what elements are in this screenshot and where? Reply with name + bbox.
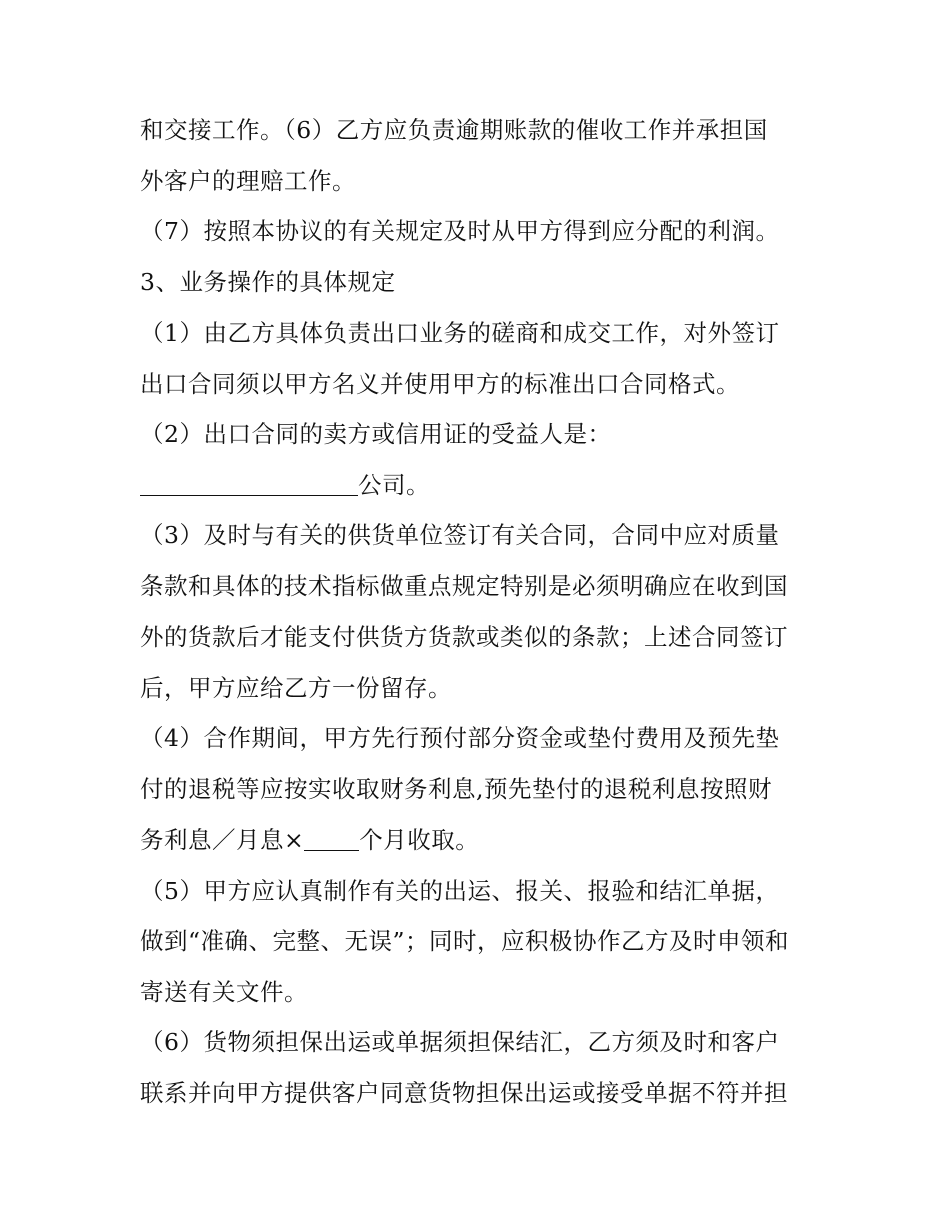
interest-suffix: 个月收取。 (359, 826, 480, 854)
text-line-8 (140, 465, 830, 505)
company-name-blank (140, 469, 358, 496)
text-line-13: （4）合作期间，甲方先行预付部分资金或垫付费用及预先垫 (140, 724, 780, 752)
months-blank (304, 824, 359, 851)
text-line-2: 外客户的理赔工作。 (140, 167, 356, 195)
interest-prefix: 务利息／月息× (140, 826, 305, 854)
text-line-15 (140, 820, 830, 860)
text-line-9: （3）及时与有关的供货单位签订有关合同，合同中应对质量 (140, 521, 780, 549)
text-line-16: （5）甲方应认真制作有关的出运、报关、报验和结汇单据， (140, 877, 780, 905)
text-line-11: 外的货款后才能支付供货方货款或类似的条款；上述合同签订 (140, 623, 788, 651)
text-line-7: （2）出口合同的卖方或信用证的受益人是： (140, 420, 612, 448)
text-line-20: 联系并向甲方提供客户同意货物担保出运或接受单据不符并担 (140, 1079, 788, 1107)
company-suffix: 公司。 (358, 471, 430, 499)
text-line-19: （6）货物须担保出运或单据须担保结汇，乙方须及时和客户 (140, 1028, 780, 1056)
text-line-18: 寄送有关文件。 (140, 978, 308, 1006)
text-line-14: 付的退税等应按实收取财务利息,预先垫付的退税利息按照财 (140, 775, 772, 803)
text-line-5: （1）由乙方具体负责出口业务的磋商和成交工作，对外签订 (140, 319, 780, 347)
text-line-1: 和交接工作。（6）乙方应负责逾期账款的催收工作并承担国 (140, 116, 768, 144)
text-line-6: 出口合同须以甲方名义并使用甲方的标准出口合同格式。 (140, 370, 740, 398)
text-line-10: 条款和具体的技术指标做重点规定特别是必须明确应在收到国 (140, 572, 788, 600)
text-line-12: 后，甲方应给乙方一份留存。 (140, 674, 452, 702)
text-line-17: 做到“准确、完整、无误”；同时，应积极协作乙方及时申领和 (140, 927, 790, 955)
section-heading: 3、业务操作的具体规定 (140, 268, 396, 296)
text-line-3: （7）按照本协议的有关规定及时从甲方得到应分配的利润。 (140, 217, 780, 245)
